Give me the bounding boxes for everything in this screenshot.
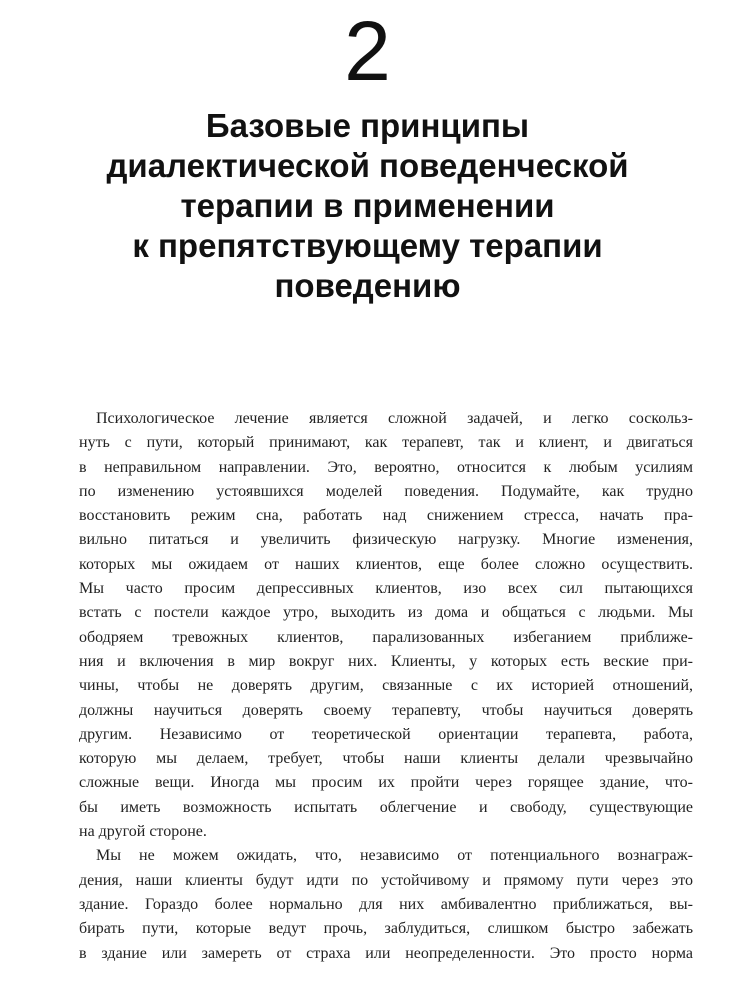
text-line: сложные вещи. Иногда мы просим их пройти через горящее здание, что-	[79, 774, 693, 792]
text-line: бы иметь возможность испытать облегчение и свободу, существующие	[79, 798, 693, 816]
paragraph-2	[79, 844, 693, 965]
text-line: в неправильном направлении. Это, вероятно, относится к любым усилиям	[79, 458, 693, 476]
chapter-number: 2	[344, 4, 391, 98]
text-line: на другой стороне.	[79, 823, 207, 841]
text-line: Мы не можем ожидать, что, независимо от потенциального вознаграж-	[96, 847, 693, 865]
text-line: бирать пути, которые ведут прочь, заблудиться, слишком быстро забежать	[79, 920, 693, 938]
text-line: вильно питаться и увеличить физическую нагрузку. Многие изменения,	[79, 531, 693, 549]
text-line: Психологическое лечение является сложной задачей, и легко соскольз-	[96, 410, 693, 427]
text-line: восстановить режим сна, работать над снижением стресса, начать пра-	[79, 507, 693, 525]
text-line: Мы часто просим депрессивных клиентов, изо всех сил пытающихся	[79, 580, 693, 598]
chapter-title-line: поведению	[274, 267, 461, 304]
text-line: нуть с пути, который принимают, как терапевт, так и клиент, и двигаться	[79, 434, 693, 452]
text-line: в здание или замереть от страха или неопределенности. Это просто норма	[79, 944, 693, 962]
chapter-title-line: терапии в применении	[180, 187, 555, 224]
chapter-title-line: к препятствующему терапии	[132, 227, 603, 264]
body-text	[79, 407, 693, 966]
text-line: которых мы ожидаем от наших клиентов, еще более сложно осуществить.	[79, 555, 693, 573]
text-line: ободряем тревожных клиентов, парализованных избеганием приближе-	[79, 628, 693, 646]
text-line: здание. Гораздо более нормально для них амбивалентно приближаться, вы-	[79, 895, 693, 913]
text-line: другим. Независимо от теоретической ориентации терапевта, работа,	[79, 725, 693, 743]
paragraph-1	[79, 407, 693, 844]
chapter-title	[60, 106, 675, 306]
text-line: ния и включения в мир вокруг них. Клиенты, у которых есть веские при-	[79, 652, 693, 670]
text-line: дения, наши клиенты будут идти по устойчивому и прямому пути через это	[79, 871, 693, 889]
chapter-title-line: диалектической поведенческой	[106, 147, 629, 184]
chapter-title-line: Базовые принципы	[205, 107, 530, 144]
text-line: должны научиться доверять своему терапевту, чтобы научиться доверять	[79, 701, 693, 719]
text-line: по изменению устоявшихся моделей поведения. Подумайте, как трудно	[79, 482, 693, 500]
text-line: которую мы делаем, требует, чтобы наши клиенты делали чрезвычайно	[79, 750, 693, 768]
text-line: чины, чтобы не доверять другим, связанные с их историей отношений,	[79, 677, 693, 695]
text-line: встать с постели каждое утро, выходить из дома и общаться с людьми. Мы	[79, 604, 693, 622]
